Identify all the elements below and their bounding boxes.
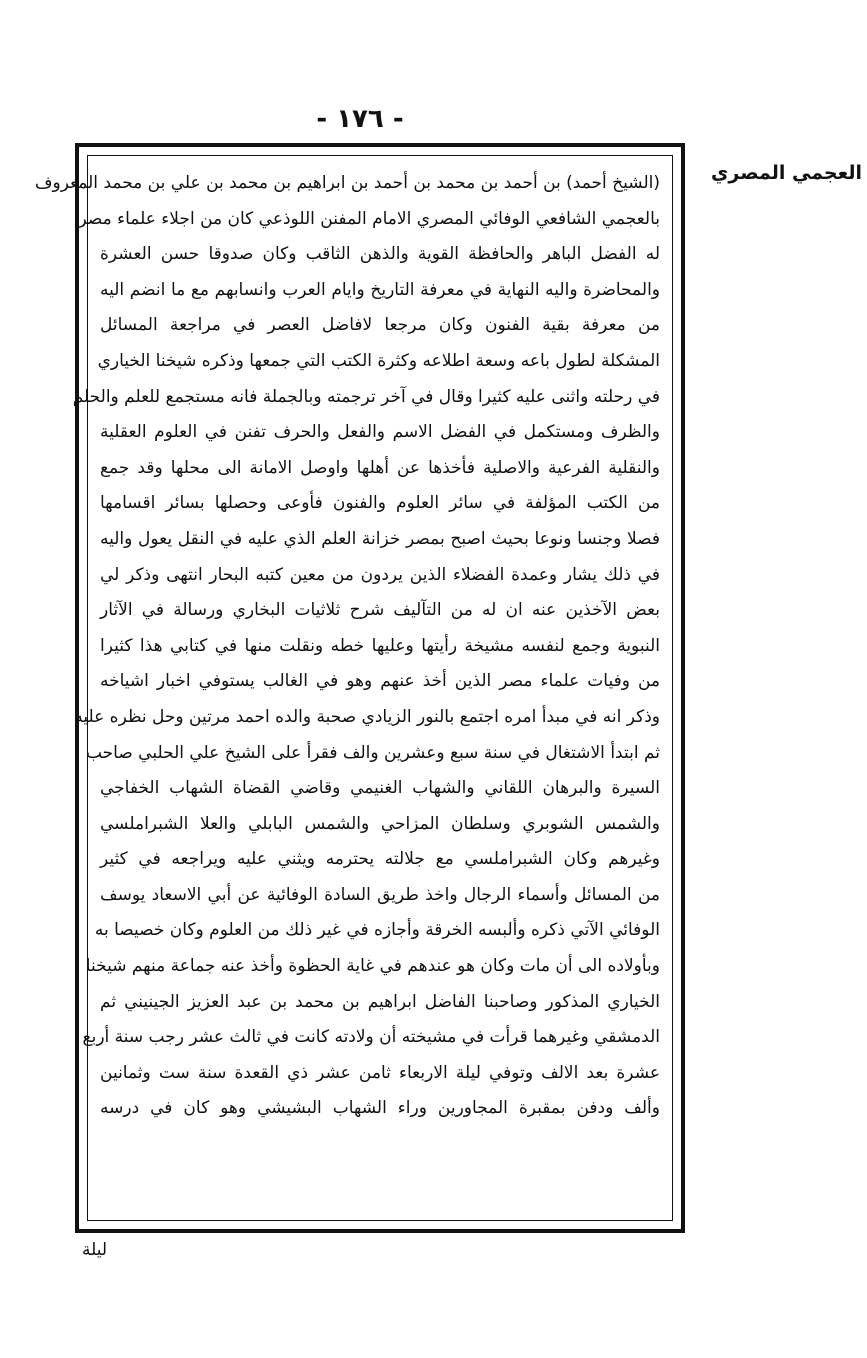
text-line: وبأولاده الى أن مات وكان هو عندهم في غاية الحظوة وأخذ عنه جماعة منهم شيخنا	[85, 956, 660, 977]
text-line: الخياري المذكور وصاحبنا الفاضل ابراهيم بن محمد بن عبد العزيز الجينيني ثم	[100, 991, 660, 1012]
text-line: (الشيخ أحمد) بن أحمد بن محمد بن أحمد بن ابراهيم بن محمد بن علي بن محمد المعروف	[34, 173, 660, 193]
text-line: بعض الآخذين عنه ان له من التآليف شرح ثلاثيات البخاري ورسالة في الآثار	[100, 600, 660, 621]
text-line: من وفيات علماء مصر الذين أخذ عنهم وهو في الغالب يستوفي اخبار اشياخه	[100, 671, 660, 692]
text-line: من الكتب المؤلفة في سائر العلوم والفنون فأوعى وحصلها بسائر اقسامها	[100, 493, 660, 514]
text-line: عشرة بعد الالف وتوفي ليلة الاربعاء ثامن عشر ذي القعدة سنة ست وثمانين	[100, 1062, 660, 1083]
text-line: النبوية وجمع لنفسه مشيخة رأيتها وعليها خطه ونقلت منها في كتابي هذا كثيرا	[100, 635, 660, 656]
text-line: وغيرهم وكان الشبراملسي مع جلالته يحترمه ويثني عليه ويراجعه في كثير	[100, 849, 660, 870]
text-line: والنقلية الفرعية والاصلية فأخذها عن أهلها واوصل الامانة الى محلها وقد جمع	[100, 457, 660, 478]
catchword: ليلة	[82, 1240, 108, 1260]
text-line: وألف ودفن بمقبرة المجاورين وراء الشهاب البشيشي وهو كان في درسه	[100, 1098, 660, 1119]
text-frame-inner	[34, 155, 673, 1221]
text-line: في ذلك يشار وعمدة الفضلاء الذين يردون من معين كتبه البحار انتهى وذكر لي	[100, 564, 660, 585]
text-line: له الفضل الباهر والحافظة القوية والذهن الثاقب وكان صدوقا حسن العشرة	[100, 244, 660, 265]
text-line: والشمس الشوبري وسلطان المزاحي والشمس البابلي والعلا الشبراملسي	[100, 813, 660, 834]
text-line: والظرف ومستكمل في الفضل الاسم والفعل والحرف تفنن في العلوم العقلية	[100, 422, 660, 443]
page-number: - ١٧٦ -	[316, 104, 404, 134]
text-frame	[34, 143, 685, 1233]
text-line: المشكلة لطول باعه وسعة اطلاعه وكثرة الكتب التي جمعها وذكره شيخنا الخياري	[97, 350, 660, 371]
text-line: من المسائل وأسماء الرجال واخذ طريق السادة الوفائية عن أبي الاسعاد يوسف	[100, 884, 660, 905]
text-line: فصلا وجنسا ونوعا بحيث اصبح بمصر خزانة العلم الذي عليه في النقل يعول واليه	[100, 528, 660, 549]
text-line: السيرة والبرهان اللقاني والشهاب الغنيمي وقاضي القضاة الشهاب الخفاجي	[100, 778, 660, 799]
text-line: الوفائي الآتي ذكره وألبسه الخرقة وأجازه في غير ذلك من العلوم وكان خصيصا به	[94, 920, 660, 941]
text-line: وذكر انه في مبدأ امره اجتمع بالنور الزيادي صحبة والده احمد مرتين وحل نظره عليه	[74, 706, 660, 727]
text-line: في رحلته واثنى عليه كثيرا وقال في آخر ترجمته وبالجملة فانه مستجمع للعلم والحلم	[72, 386, 660, 407]
body-text	[34, 166, 660, 1212]
text-line: ثم ابتدأ الاشتغال في سنة سبع وعشرين والف فقرأ على الشيخ علي الحلبي صاحب	[85, 742, 660, 763]
text-line: بالعجمي الشافعي الوفائي المصري الامام المفنن اللوذعي كان من اجلاء علماء مصر	[78, 208, 660, 229]
margin-heading: العجمي المصري	[711, 162, 862, 184]
text-line: الدمشقي وغيرهما قرأت في مشيخته أن ولادته كانت في ثالث عشر رجب سنة أربع	[82, 1027, 660, 1048]
text-line: من معرفة بقية الفنون وكان مرجعا لافاضل العصر في مراجعة المسائل	[100, 315, 660, 336]
text-line: والمحاضرة واليه النهاية في معرفة التاريخ وايام العرب وانسابهم مع ما انضم اليه	[100, 279, 660, 300]
